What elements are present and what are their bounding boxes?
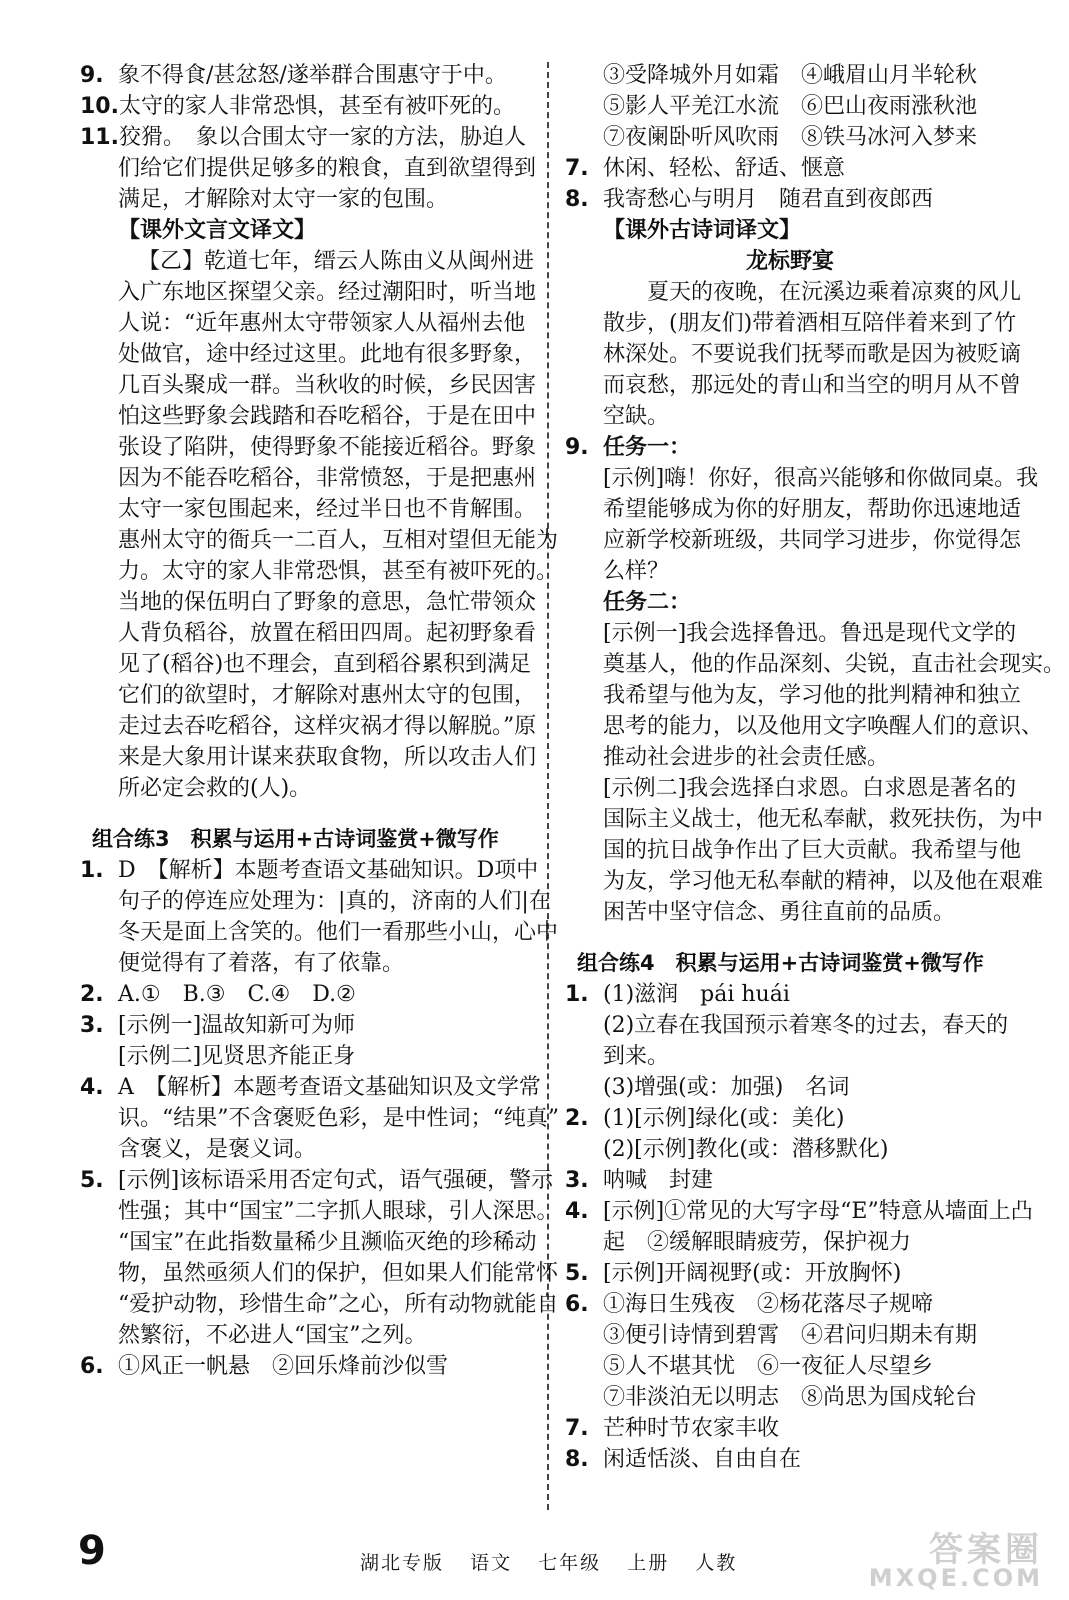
watermark [861, 1522, 1051, 1592]
g4-question-1: 1. (1)滋润 pái huái (2)立春在我国预示着寒冬的过去，春天的 到来。 (3)增强(或：加强) 名词 [565, 982, 1009, 1100]
volume-label: 上册 [627, 1552, 670, 1574]
g3-question-6: 6. ①风正一帆悬 ②回乐烽前沙似雪 [80, 1354, 449, 1379]
section-heading-poem-translation: 【课外古诗词译文】 [603, 218, 802, 243]
group-3-title: 组合练3 积累与运用+古诗词鉴赏+微写作 [92, 827, 499, 851]
poem-title: 龙标野宴 [745, 249, 834, 274]
g3-question-8: 8. 我寄愁心与明月 随君直到夜郎西 [565, 187, 934, 212]
g4-question-6: 6. ①海日生残夜 ②杨花落尽子规啼 ③便引诗情到碧霄 ④君问归期未有期 ⑤人不堪其忧 ⑥一夜征人尽望乡 ⑦非淡泊无以明志 ⑧尚思为国戍轮台 [565, 1292, 978, 1410]
g3-question-4: 4. A 【解析】本题考查语文基础知识及文学常 识。“结果”不含褒贬色彩，是中性词；“纯真” 含褒义，是褒义词。 [80, 1075, 559, 1162]
g3-question-2: 2. A.① B.③ C.④ D.② [80, 982, 356, 1007]
publisher-label: 人教 [695, 1552, 738, 1574]
edition-label: 湖北专版 [360, 1552, 445, 1574]
g4-question-4: 4. [示例]①常见的大写字母“E”特意从墙面上凸 起 ②缓解眼睛疲劳，保护视力 [565, 1199, 1033, 1255]
g4-question-2: 2. (1)[示例]绿化(或：美化) (2)[示例]教化(或：潜移默化) [565, 1106, 889, 1162]
poem-translation: 夏天的夜晚，在沅溪边乘着凉爽的风儿 散步，(朋友们)带着酒相互陪伴着来到了竹 林深处。不要说我们抚琴而歌是因为被贬谪 而哀愁，那远处的青山和当空的明月从不曾 空缺。 [603, 280, 1022, 429]
question-9: 9. 象不得食/甚忿怒/遂举群合围惠守于中。 [80, 63, 507, 88]
left-column [80, 60, 559, 1382]
g3-question-5: 5. [示例]该标语采用否定句式，语气强硬，警示 性强；其中“国宝”二字抓人眼球，引人深思。 “国宝”在此指数量稀少且濒临灭绝的珍稀动 物，虽然亟须人们的保护，但如果人们能常怀 “爱护动物，珍惜生命”之心，所有动物就能自 然繁衍，不必进人“国宝”之列。 [80, 1168, 559, 1348]
question-10: 10.太守的家人非常恐惧，甚至有被吓死的。 [80, 94, 515, 119]
g3-question-7: 7. 休闲、轻松、舒适、惬意 [565, 156, 846, 181]
page-number: 9 [78, 1528, 106, 1574]
g4-question-8: 8. 闲适恬淡、自由自在 [565, 1447, 802, 1472]
question-11: 11.狡猾。 象以合围太守一家的方法，胁迫人 们给它们提供足够多的粮食，直到欲望得到 满足，才解除对太守一家的包围。 [80, 125, 537, 212]
g4-question-7: 7. 芒种时节农家丰收 [565, 1416, 780, 1441]
g3-question-1: 1. D 【解析】本题考查语文基础知识。D项中 句子的停连应处理为：|真的，济南的人们|在 冬天是面上含笑的。他们一看那些小山，心中 便觉得有了着落，有了依靠。 [80, 858, 559, 976]
group-4-title: 组合练4 积累与运用+古诗词鉴赏+微写作 [577, 951, 984, 975]
section-heading-classical-translation: 【课外文言文译文】 [118, 218, 317, 243]
watermark-url: MXQE.COM [868, 1564, 1043, 1592]
subject-label: 语文 [470, 1552, 513, 1574]
g3-question-6-continued: ③受降城外月如霜 ④峨眉山月半轮秋 ⑤影人平羌江水流 ⑥巴山夜雨涨秋池 ⑦夜阑卧听风吹雨 ⑧铁马冰河入梦来 [603, 63, 978, 150]
right-column [565, 60, 1066, 1475]
g3-question-3: 3. [示例一]温故知新可为师 [示例二]见贤思齐能正身 [80, 1013, 356, 1069]
page-footer [0, 1510, 1069, 1600]
g4-question-3: 3. 呐喊 封建 [565, 1168, 714, 1193]
watermark-logo-text: 答案圈 [929, 1530, 1043, 1570]
grade-label: 七年级 [538, 1552, 602, 1574]
book-info [360, 1548, 755, 1575]
classical-translation: 【乙】乾道七年，缙云人陈由义从闽州进 入广东地区探望父亲。经过潮阳时，听当地 人说：“近年惠州太守带领家人从福州去他 处做官，途中经过这里。此地有很多野象， 几百头聚成一群。当秋收的时候，乡民因害 怕这些野象会践踏和吞吃稻谷，于是在田中 张设了陷阱，使得野象不能接近稻谷。野象 因为不能吞吃稻谷，非常愤怒，于是把惠州 太守一家包围起来，经过半日也不肯解围。 惠州太守的衙兵一二百人，互相对望但无能为 力。太守的家人非常恐惧，甚至有被吓死的。 当地的保伍明白了野象的意思，急忙带领众 人背负稻谷，放置在稻田四周。起初野象看 见了(稻谷)也不理会，直到稻谷累积到满足 它们的欲望时，才解除对惠州太守的包围， 走过去吞吃稻谷，这样灾祸才得以解脱。”原 来是大象用计谋来获取食物，所以攻击人们 所必定会救的(人)。 [118, 249, 559, 801]
g3-question-9: 9. 任务一： [示例]嗨！你好，很高兴能够和你做同桌。我 希望能够成为你的好朋友，帮助你迅速地适 应新学校新班级，共同学习进步，你觉得怎 么样？ 任务二： [示例一]我会选择鲁迅。鲁迅是现代文学的 奠基人，他的作品深刻、尖锐，直击社会现实。 我希望与他为友，学习他的批判精神和独立 思考的能力，以及他用文字唤醒人们的意识、 推动社会进步的社会责任感。 [示例二]我会选择白求恩。白求恩是著名的 国际主义战士，他无私奉献，救死扶伤，为中 国的抗日战争作出了巨大贡献。我希望与他 为友，学习他无私奉献的精神，以及他在艰难 困苦中坚守信念、勇往直前的品质。 [565, 435, 1066, 925]
g4-question-5: 5. [示例]开阔视野(或：开放胸怀) [565, 1261, 902, 1286]
